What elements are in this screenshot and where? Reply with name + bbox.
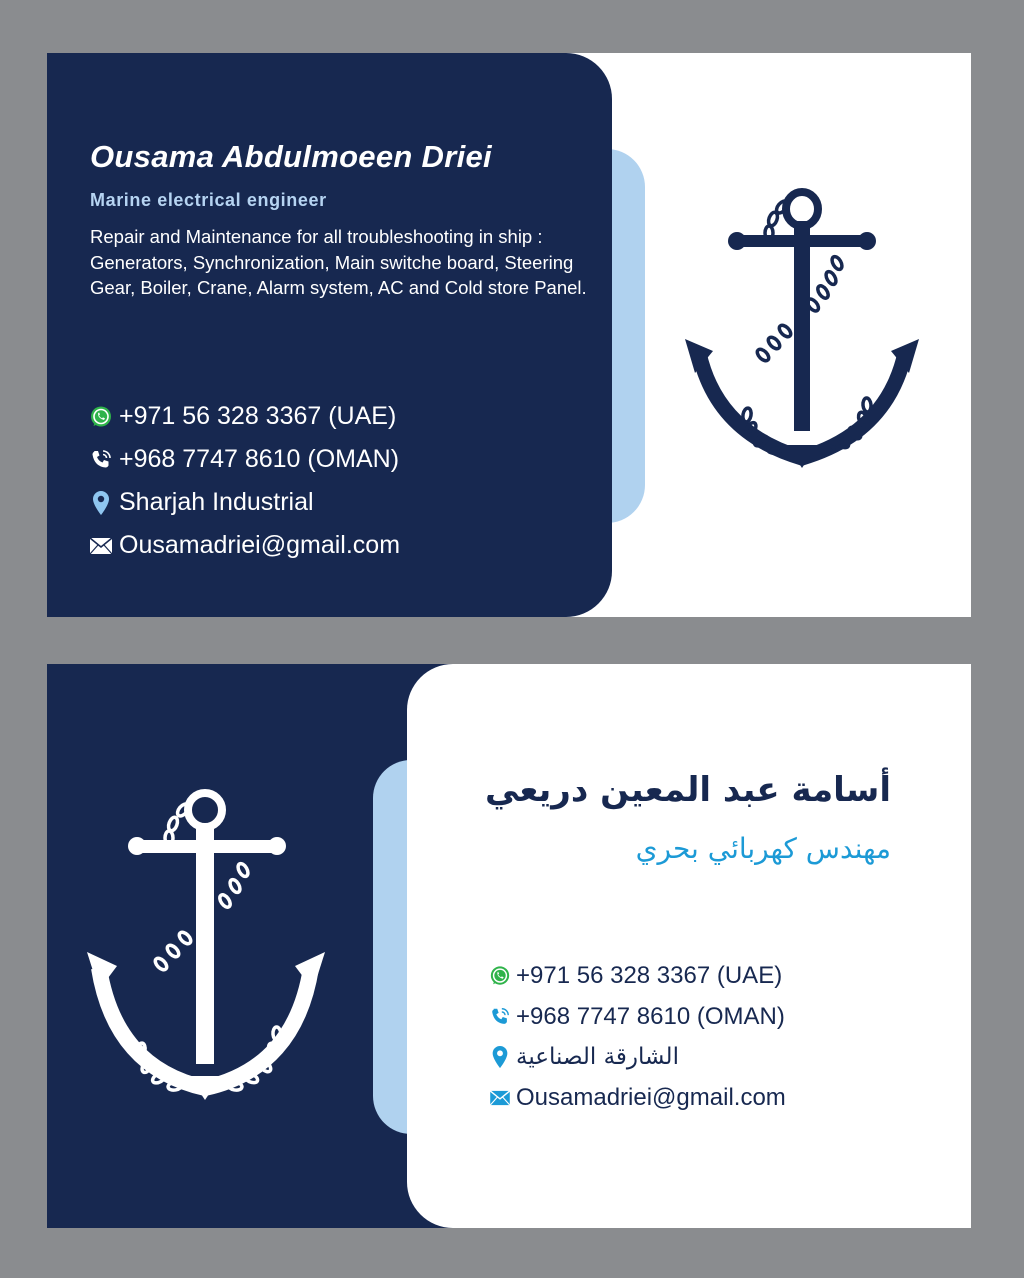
contact-whatsapp (89, 395, 400, 438)
contact-list (489, 956, 786, 1118)
phone-icon (89, 448, 113, 472)
location-pin-icon (89, 491, 113, 515)
white-panel (407, 664, 971, 1228)
location-pin-icon (489, 1046, 511, 1068)
contact-email (489, 1078, 786, 1119)
location-text-arabic: الشارقة الصناعية (516, 1044, 679, 1071)
location-text: Sharjah Industrial (119, 488, 314, 516)
contact-phone (89, 438, 400, 481)
email-address[interactable]: Ousamadriei@gmail.com (516, 1083, 786, 1111)
contact-whatsapp (489, 956, 786, 997)
contact-location (489, 1037, 786, 1078)
phone-number[interactable]: +968 7747 8610 (OMAN) (516, 1002, 785, 1030)
anchor-icon (677, 183, 927, 473)
whatsapp-number[interactable]: +971 56 328 3367 (UAE) (516, 962, 783, 990)
business-card-front (47, 53, 971, 617)
person-name: Ousama Abdulmoeen Driei (90, 139, 492, 174)
contact-email (89, 524, 400, 567)
email-address[interactable]: Ousamadriei@gmail.com (119, 531, 401, 559)
person-name-arabic: أسامة عبد المعين دريعي (484, 770, 891, 810)
envelope-icon (89, 534, 113, 558)
anchor-icon (85, 788, 335, 1108)
business-card-back (47, 664, 971, 1228)
job-title-arabic: مهندس كهربائي بحري (635, 832, 891, 865)
job-title: Marine electrical engineer (90, 190, 327, 210)
whatsapp-number[interactable]: +971 56 328 3367 (UAE) (119, 402, 397, 430)
phone-icon (489, 1006, 511, 1028)
whatsapp-icon (89, 405, 113, 429)
envelope-icon (489, 1087, 511, 1109)
contact-location (89, 481, 400, 524)
contact-phone (489, 997, 786, 1038)
service-description: Repair and Maintenance for all troubleshooting in ship : Generators, Synchronization, Main switche board, Steering Gear, Boiler, Crane, Alarm system, AC and Cold store Panel. (90, 226, 587, 298)
whatsapp-icon (489, 965, 511, 987)
contact-list (89, 395, 400, 567)
navy-panel (47, 53, 612, 617)
phone-number[interactable]: +968 7747 8610 (OMAN) (119, 445, 400, 473)
